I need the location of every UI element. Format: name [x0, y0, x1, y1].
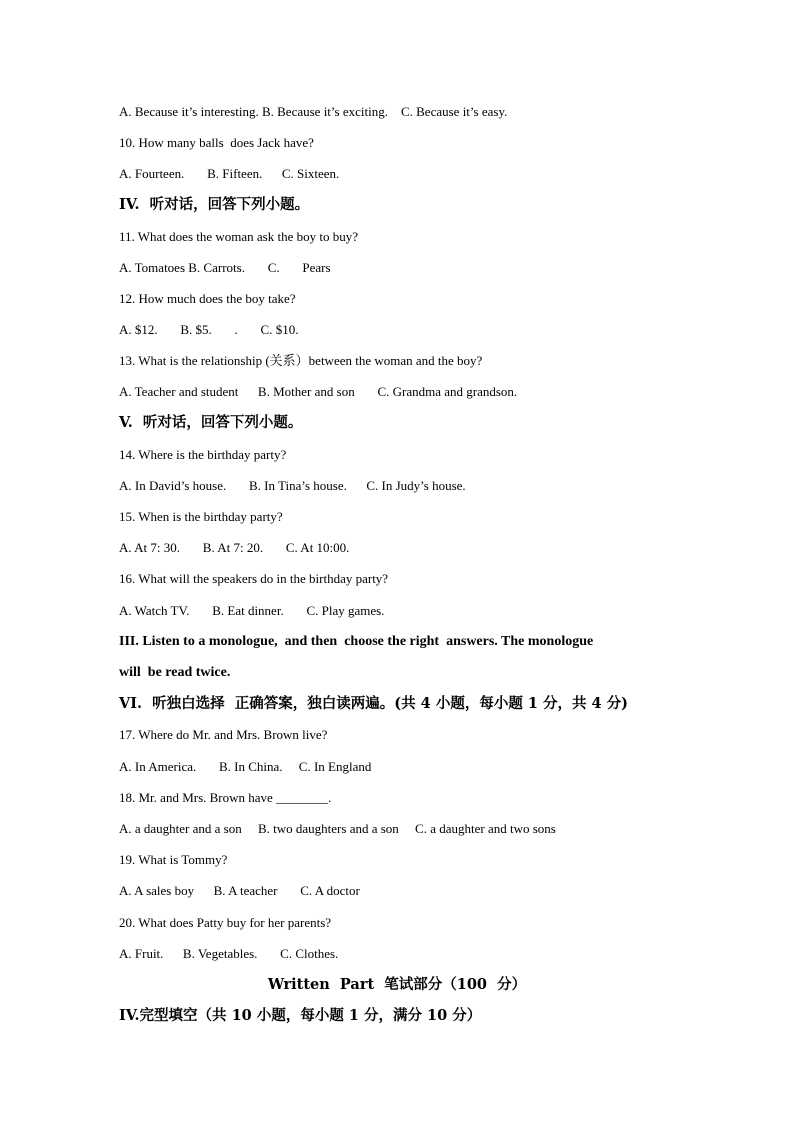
- q16-question: 16. What will the speakers do in the birthday party?: [119, 571, 389, 586]
- written-part-title: Written Part 笔试部分（100 分）: [267, 976, 527, 993]
- q19-options: A. A sales boy B. A teacher C. A doctor: [119, 883, 360, 898]
- q10-question: 10. How many balls does Jack have?: [119, 135, 314, 150]
- q15-options: A. At 7: 30. B. At 7: 20. C. At 10:00.: [119, 540, 350, 555]
- section-iii-instructions-line2: will be read twice.: [119, 665, 231, 680]
- q19-question: 19. What is Tommy?: [119, 852, 228, 867]
- q17-options: A. In America. B. In China. C. In England: [119, 759, 372, 774]
- q14-options: A. In David’s house. B. In Tina’s house. C. In Judy’s house.: [119, 478, 466, 493]
- q17-question: 17. Where do Mr. and Mrs. Brown live?: [119, 727, 328, 742]
- section-v-heading: V. 听对话，回答下列小题。: [119, 414, 303, 431]
- q10-options: A. Fourteen. B. Fifteen. C. Sixteen.: [119, 166, 340, 181]
- cloze-section-heading: IV.完型填空（共 10 小题，每小题 1 分，满分 10 分）: [119, 1007, 482, 1024]
- q18-options: A. a daughter and a son B. two daughters and a son C. a daughter and two sons: [119, 821, 556, 836]
- section-vi-heading: VI. 听独白选择 正确答案，独白读两遍。(共 4 小题，每小题 1 分，共 4 分): [119, 695, 629, 712]
- q14-question: 14. Where is the birthday party?: [119, 447, 287, 462]
- q11-question: 11. What does the woman ask the boy to buy?: [119, 229, 359, 244]
- q12-question: 12. How much does the boy take?: [119, 291, 296, 306]
- q15-question: 15. When is the birthday party?: [119, 509, 283, 524]
- q16-options: A. Watch TV. B. Eat dinner. C. Play games.: [119, 603, 385, 618]
- section-iii-instructions-line1: III. Listen to a monologue, and then choose the right answers. The monologue: [119, 634, 594, 649]
- q13-options: A. Teacher and student B. Mother and son C. Grandma and grandson.: [119, 384, 518, 399]
- q11-options: A. Tomatoes B. Carrots. C. Pears: [119, 260, 331, 275]
- q20-options: A. Fruit. B. Vegetables. C. Clothes.: [119, 946, 339, 961]
- section-iv-heading: IV. 听对话，回答下列小题。: [119, 196, 310, 213]
- q12-options: A. $12. B. $5. . C. $10.: [119, 322, 299, 337]
- q13-question: 13. What is the relationship (关系）between the woman and the boy?: [119, 353, 483, 368]
- q9-options: A. Because it’s interesting. B. Because it’s exciting. C. Because it’s easy.: [119, 104, 508, 119]
- q18-question: 18. Mr. and Mrs. Brown have ________.: [119, 790, 332, 805]
- q20-question: 20. What does Patty buy for her parents?: [119, 915, 332, 930]
